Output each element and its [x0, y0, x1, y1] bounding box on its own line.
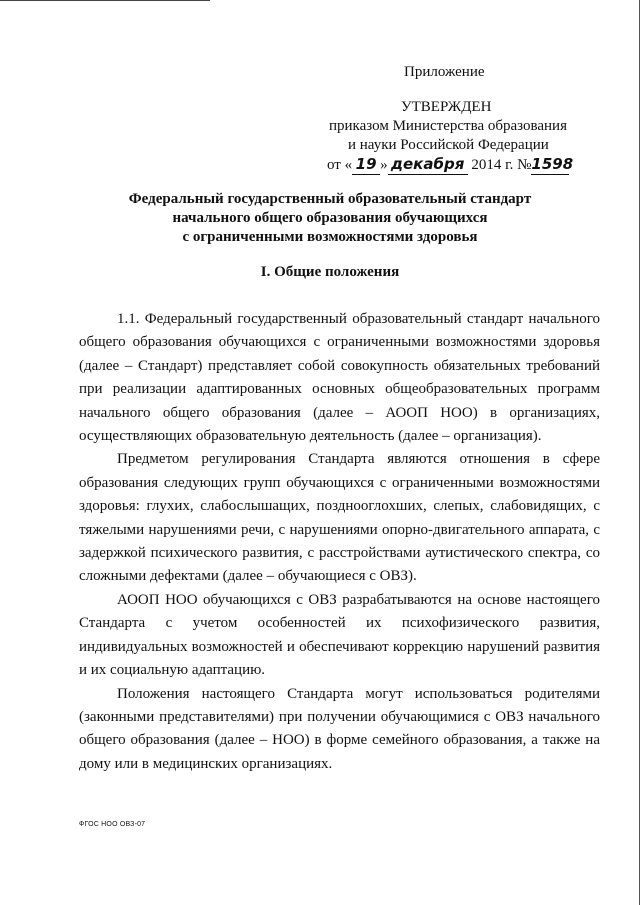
- document-body: [79, 308, 600, 776]
- order-line-1: приказом Министерства образования: [329, 118, 567, 134]
- date-year: 2014 г. №: [471, 157, 532, 173]
- date-prefix: от «: [327, 157, 353, 173]
- order-number-handwritten: 1598: [531, 155, 574, 173]
- section-heading: I. Общие положения: [260, 264, 400, 280]
- scan-edge-top: [0, 0, 210, 1]
- paragraph: АООП НОО обучающихся с ОВЗ разрабатываются на основе настоящего Стандарта с учетом особенностей их психофизического развития, индивидуальных возможностей и обеспечивают коррекцию нарушений развития и их социальную адаптацию.: [79, 591, 600, 679]
- footer-code: ФГОС НОО ОВЗ-07: [79, 821, 146, 828]
- approved-label: УТВЕРЖДЕН: [401, 99, 492, 115]
- paragraph: Предметом регулирования Стандарта являются отношения в сфере образования следующих групп обучающихся с ограниченными возможностями здоровья: глухих, слабослышащих, позднооглохших, слепых, слабовидящих, с тяжелыми нарушениями речи, с нарушениями опорно-двигательного аппарата, с задержкой психического развития, с расстройствами аутистического спектра, со сложными дефектами (далее – обучающиеся с ОВЗ).: [79, 451, 600, 585]
- date-day-handwritten: 19: [352, 155, 380, 175]
- title-line-3: с ограниченными возможностями здоровья: [182, 229, 478, 245]
- document-title: [60, 190, 600, 247]
- date-month-handwritten: декабря: [388, 155, 468, 175]
- date-day-close: »: [380, 157, 388, 173]
- appendix-label: Приложение: [404, 64, 485, 80]
- order-date-line: [327, 155, 574, 175]
- paragraph: 1.1. Федеральный государственный образовательный стандарт начального общего образования обучающихся с ограниченными возможностями здоровья (далее – Стандарт) представляет собой совокупность обязательных требований при реализации адаптированных основных общеобразовательных программ начального общего образования (далее – АООП НОО) в организациях, осуществляющих образовательную деятельность (далее – организация).: [79, 311, 600, 445]
- paragraph: Положения настоящего Стандарта могут использоваться родителями (законными представителями) при получении обучающимися с ОВЗ начального общего образования (далее – НОО) в форме семейного образования, а также на дому или в медицинских организациях.: [79, 685, 600, 772]
- order-line-2: и науки Российской Федерации: [348, 137, 549, 153]
- title-line-2: начального общего образования обучающихся: [172, 210, 488, 226]
- title-line-1: Федеральный государственный образовательный стандарт: [128, 191, 532, 207]
